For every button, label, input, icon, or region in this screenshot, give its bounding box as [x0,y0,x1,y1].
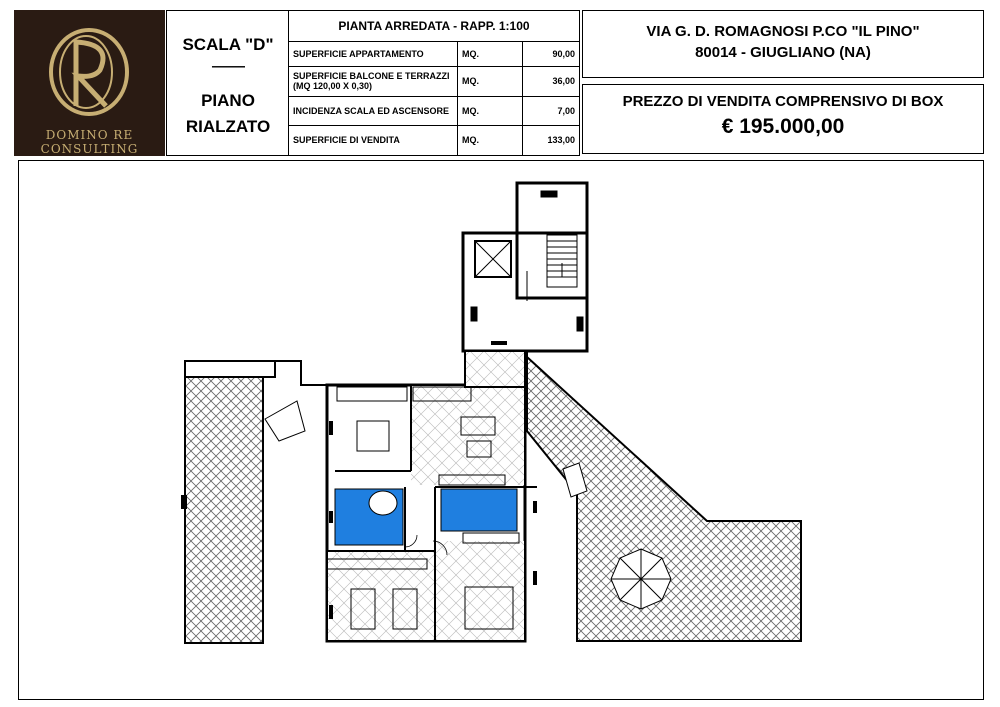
row-unit: MQ. [458,66,523,96]
stair-core [463,183,587,351]
row-label: SUPERFICIE DI VENDITA [289,125,458,155]
piano-line1: PIANO [201,91,255,110]
logo-monogram-icon [14,22,165,122]
price-label: PREZZO DI VENDITA COMPRENSIVO DI BOX [622,93,944,110]
table-header: PIANTA ARREDATA - RAPP. 1:100 [289,11,580,42]
scala-title: SCALA "D" [182,35,274,54]
table-row [289,97,580,125]
scala-box [166,10,288,156]
row-unit: MQ. [458,97,523,125]
address-box [582,10,984,78]
terrace-left [181,361,305,643]
address-line1: VIA G. D. ROMAGNOSI P.CO "IL PINO" [646,23,920,40]
company-logo [14,10,165,156]
surface-table [288,10,580,156]
row-unit: MQ. [458,125,523,155]
table-row [289,125,580,155]
row-value: 133,00 [523,125,580,155]
row-label: INCIDENZA SCALA ED ASCENSORE [289,97,458,125]
table-row [289,66,580,96]
umbrella-icon [611,549,671,609]
floor-plan [18,160,984,700]
row-value: 7,00 [523,97,580,125]
logo-text-line1: DOMINO RE [45,128,134,142]
table-row [289,42,580,66]
floor-plan-drawing [19,161,983,699]
row-unit: MQ. [458,42,523,66]
row-label: SUPERFICIE BALCONE E TERRAZZI (MQ 120,00 X 0,30) [289,66,458,96]
bathroom-2 [441,489,517,531]
price-value: € 195.000,00 [721,115,845,138]
scala-divider: ----------- [211,59,245,73]
row-label: SUPERFICIE APPARTAMENTO [289,42,458,66]
logo-text-line2: CONSULTING [40,142,139,156]
address-line2: 80014 - GIUGLIANO (NA) [695,44,871,61]
piano-line2: RIALZATO [185,117,271,136]
row-value: 36,00 [523,66,580,96]
row-sublabel: (MQ 120,00 X 0,30) [293,81,373,92]
row-value: 90,00 [523,42,580,66]
terrace-right [527,357,801,641]
price-box [582,84,984,154]
